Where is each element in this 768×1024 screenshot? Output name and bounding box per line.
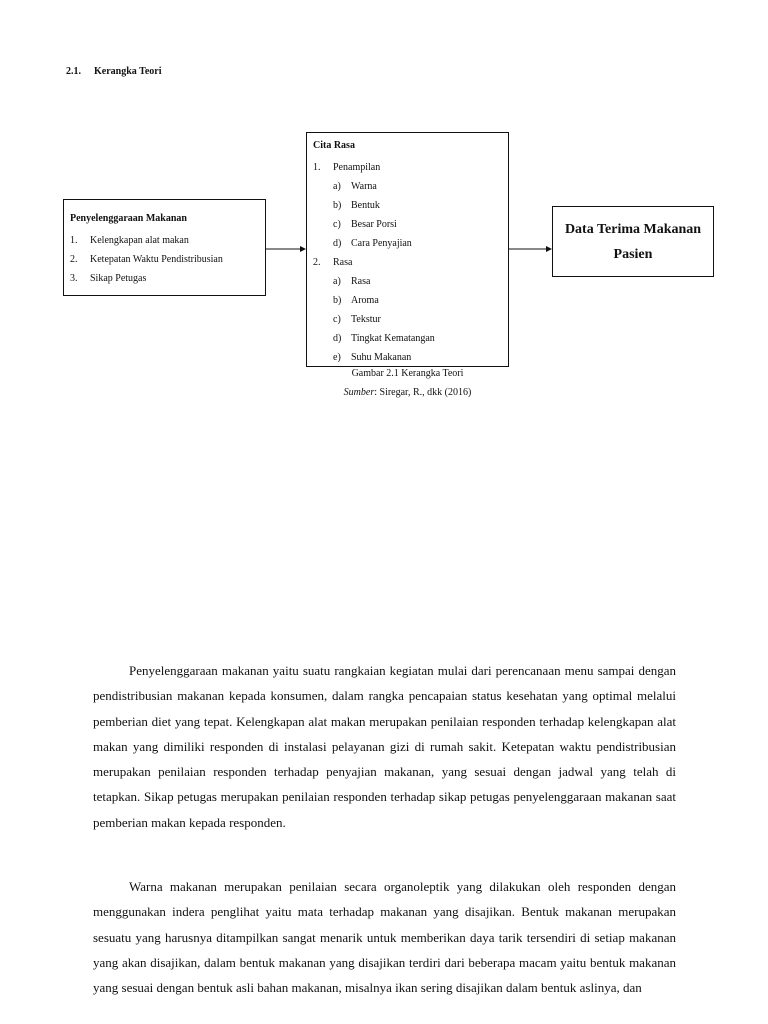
- figure-source: [306, 387, 509, 398]
- sub-item: [313, 234, 508, 253]
- item-label: Kelengkapan alat makan: [90, 235, 189, 246]
- section-title: Kerangka Teori: [94, 66, 162, 77]
- item-number: 1.: [70, 235, 78, 246]
- right-box-line-2: Pasien: [613, 246, 653, 262]
- sub-item-label: Tingkat Kematangan: [351, 333, 435, 344]
- sub-item: [313, 291, 508, 310]
- sub-item-label: Suhu Makanan: [351, 352, 412, 363]
- source-text: : Siregar, R., dkk (2016): [374, 387, 472, 398]
- item-label: Ketepatan Waktu Pendistribusian: [90, 254, 223, 265]
- sub-item-label: Warna: [351, 181, 377, 192]
- sub-item-letter: d): [333, 238, 342, 249]
- sub-item-label: Rasa: [351, 276, 371, 287]
- box-penyelenggaraan-makanan: [63, 199, 266, 296]
- sub-item-letter: a): [333, 276, 341, 287]
- sub-item: [313, 272, 508, 291]
- sub-item-letter: e): [333, 352, 341, 363]
- sub-item-letter: d): [333, 333, 342, 344]
- group-number: 2.: [313, 257, 321, 268]
- left-box-item: [70, 250, 265, 269]
- paragraph-text: Warna makanan merupakan penilaian secara organoleptik yang dilakukan oleh responden dengan menggunakan indera penglihat yaitu mata terhadap makanan yang disajikan. Bentuk makanan merupakan sesuatu yang harusnya ditampilkan sangat menarik untuk memberikan daya tarik tersendiri di setiap makanan yang akan disajikan, dalam bentuk makanan yang disajikan terdiri dari beberapa macam yaitu bentuk makanan yang sesuai dengan bentuk asli bahan makanan, misalnya ikan sering disajikan dalam bentuk aslinya, dan: [93, 879, 676, 996]
- sub-item-label: Tekstur: [351, 314, 381, 325]
- group-number: 1.: [313, 162, 321, 173]
- group-heading: [313, 158, 508, 177]
- box-cita-rasa: [306, 132, 509, 367]
- sub-item-label: Aroma: [351, 295, 379, 306]
- body-paragraph-1: [93, 658, 676, 835]
- paragraph-text: Penyelenggaraan makanan yaitu suatu rangkaian kegiatan mulai dari perencanaan menu sampai dengan pendistribusian makanan kepada konsumen, dalam rangka pencapaian status kesehatan yang optimal melalui pemberian diet yang tepat. Kelengkapan alat makan merupakan penilaian responden terhadap kelengkapan alat makan yang dimiliki responden di instalasi pelayanan gizi di rumah sakit. Ketepatan waktu pendistribusian merupakan penilaian responden terhadap penyajian makanan, yang sesuai dengan jadwal yang telah di tetapkan. Sikap petugas merupakan penilaian responden terhadap sikap petugas penyelenggaraan makanan saat pemberian makan kepada responden.: [93, 663, 676, 830]
- sub-item-letter: b): [333, 200, 342, 211]
- sub-item-label: Bentuk: [351, 200, 380, 211]
- sub-item: [313, 215, 508, 234]
- left-box-item: [70, 269, 265, 288]
- sub-item-letter: c): [333, 314, 341, 325]
- figure-caption: Gambar 2.1 Kerangka Teori: [351, 368, 464, 379]
- sub-item: [313, 348, 508, 367]
- group-heading: [313, 253, 508, 272]
- item-label: Sikap Petugas: [90, 273, 147, 284]
- right-box-line-1: Data Terima Makanan: [564, 221, 702, 237]
- group-label: Rasa: [333, 257, 353, 268]
- section-number: 2.1.: [66, 66, 81, 77]
- sub-item-letter: c): [333, 219, 341, 230]
- group-label: Penampilan: [333, 162, 381, 173]
- sub-item: [313, 177, 508, 196]
- left-box-title: Penyelenggaraan Makanan: [70, 213, 187, 224]
- sub-item: [313, 329, 508, 348]
- sub-item-letter: a): [333, 181, 341, 192]
- body-paragraph-2: [93, 874, 676, 1000]
- box-data-terima-makanan: [552, 206, 714, 277]
- sub-item: [313, 196, 508, 215]
- left-box-item: [70, 231, 265, 250]
- sub-item-label: Cara Penyajian: [351, 238, 412, 249]
- middle-box-title: Cita Rasa: [313, 140, 355, 151]
- source-label: Sumber: [343, 387, 375, 398]
- item-number: 2.: [70, 254, 78, 265]
- sub-item: [313, 310, 508, 329]
- sub-item-letter: b): [333, 295, 342, 306]
- item-number: 3.: [70, 273, 78, 284]
- sub-item-label: Besar Porsi: [351, 219, 397, 230]
